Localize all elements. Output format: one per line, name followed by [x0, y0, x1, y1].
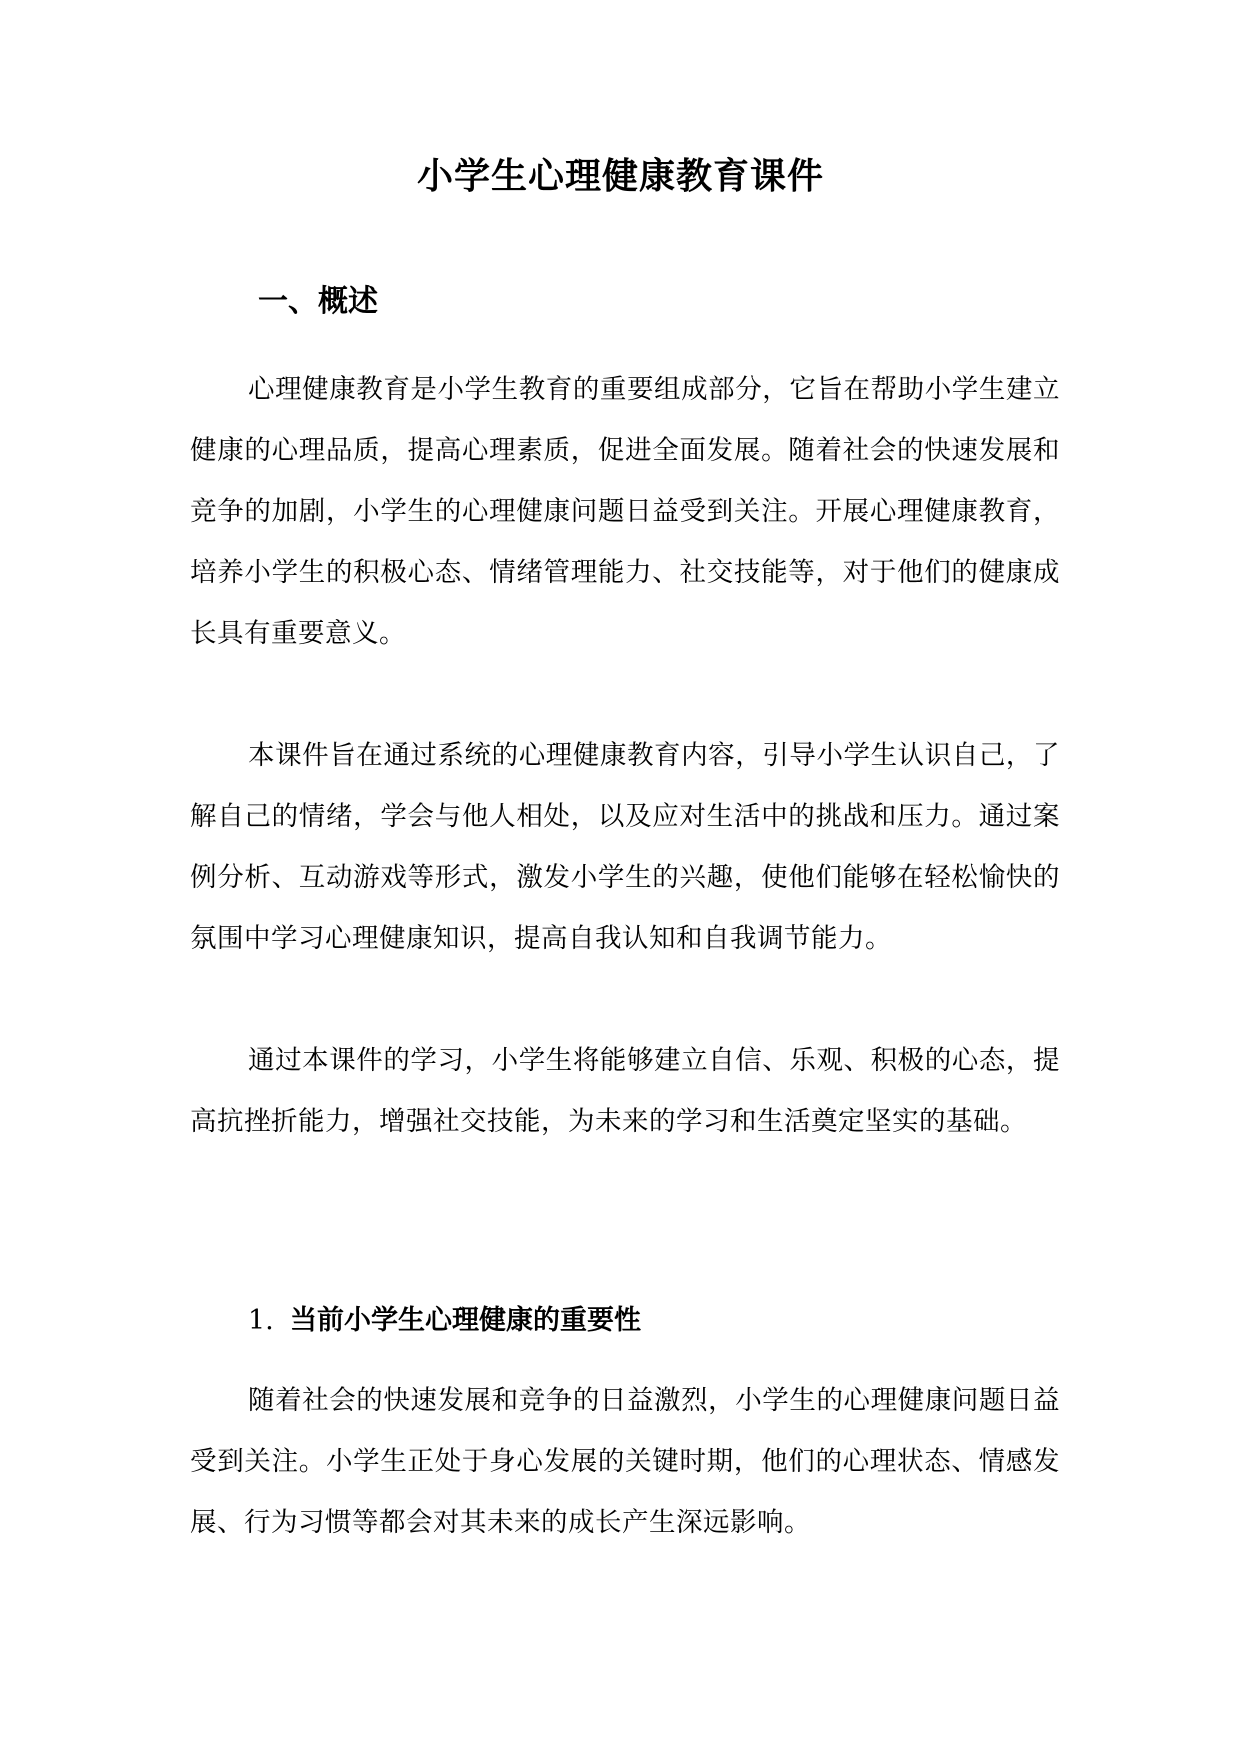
subsection-title: 当前小学生心理健康的重要性	[290, 1305, 641, 1336]
subsection-heading	[248, 1300, 641, 1342]
subsection-number: 1.	[248, 1305, 274, 1336]
section-heading-overview: 一、概述	[258, 284, 378, 319]
paragraph-3: 通过本课件的学习，小学生将能够建立自信、乐观、积极的心态，提高抗挫折能力，增强社交技能，为未来的学习和生活奠定坚实的基础。	[190, 1045, 1060, 1137]
subsection-paragraph: 随着社会的快速发展和竞争的日益激烈，小学生的心理健康问题日益受到关注。小学生正处于身心发展的关键时期，他们的心理状态、情感发展、行为习惯等都会对其未来的成长产生深远影响。	[190, 1385, 1060, 1538]
document-title: 小学生心理健康教育课件	[416, 155, 824, 197]
paragraph-1: 心理健康教育是小学生教育的重要组成部分，它旨在帮助小学生建立健康的心理品质，提高心理素质，促进全面发展。随着社会的快速发展和竞争的加剧，小学生的心理健康问题日益受到关注。开展心理健康教育，培养小学生的积极心态、情绪管理能力、社交技能等，对于他们的健康成长具有重要意义。	[190, 374, 1060, 649]
paragraph-2: 本课件旨在通过系统的心理健康教育内容，引导小学生认识自己，了解自己的情绪，学会与他人相处，以及应对生活中的挑战和压力。通过案例分析、互动游戏等形式，激发小学生的兴趣，使他们能够在轻松愉快的氛围中学习心理健康知识，提高自我认知和自我调节能力。	[190, 740, 1060, 954]
